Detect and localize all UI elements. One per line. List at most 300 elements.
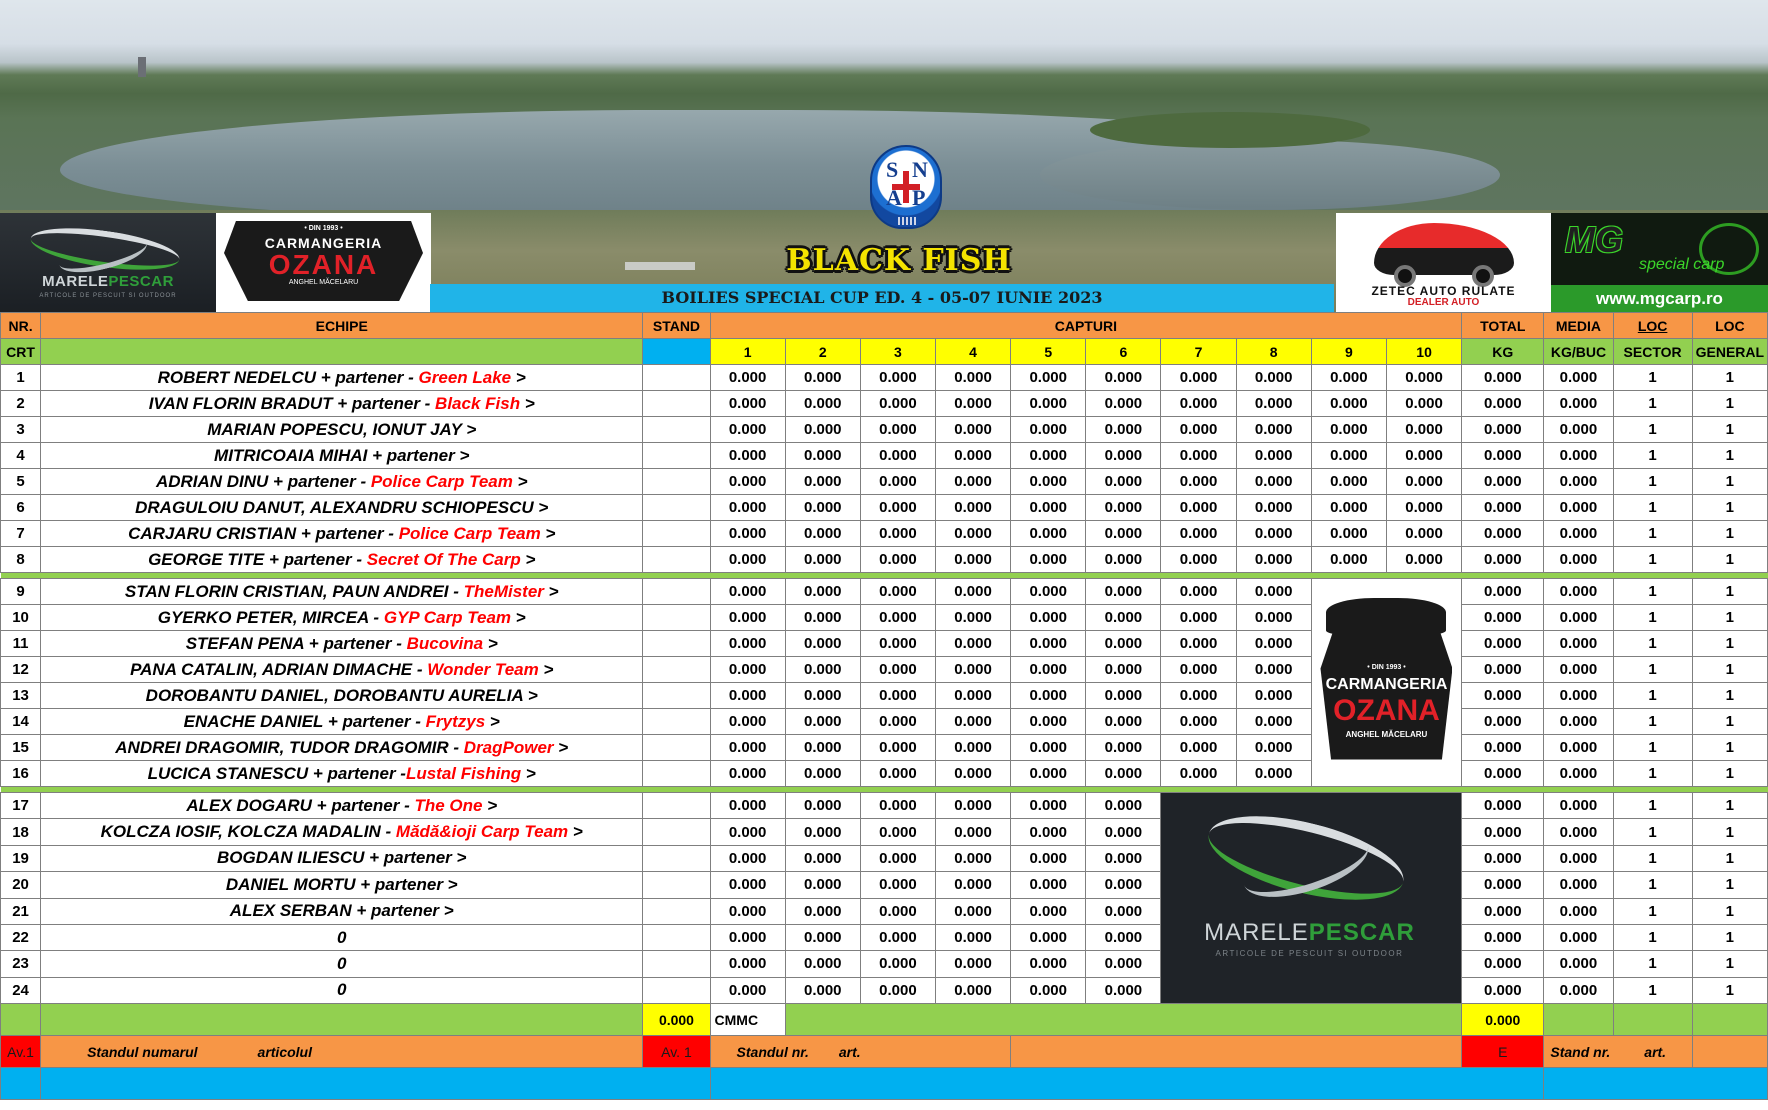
capture-col-9: 9: [1311, 339, 1386, 365]
team-cell: [41, 819, 643, 845]
team-cell: [41, 657, 643, 683]
capture-cell: 0.000: [1161, 417, 1236, 443]
team-cell: [41, 683, 643, 709]
loc-sector-cell: 1: [1613, 819, 1692, 845]
total-kg-cell: 0.000: [1462, 898, 1544, 924]
capture-cell: 0.000: [936, 977, 1011, 1003]
loc-general-cell: 1: [1692, 605, 1767, 631]
capture-cell: 0.000: [710, 898, 785, 924]
table-row: [1, 977, 1768, 1003]
car-icon: [1374, 223, 1514, 275]
team-cell: [41, 417, 643, 443]
page-subtitle: BOILIES SPECIAL CUP ED. 4 - 05-07 IUNIE 2023: [661, 288, 1103, 307]
capture-cell: 0.000: [785, 709, 860, 735]
capture-cell: 0.000: [710, 443, 785, 469]
team-cell: [41, 521, 643, 547]
capture-cell: 0.000: [1161, 761, 1236, 787]
capture-cell: 0.000: [1086, 819, 1161, 845]
team-members: 0: [337, 927, 347, 947]
table-row: [1, 657, 1768, 683]
team-cell: [41, 761, 643, 787]
warning-article-label: articolul: [257, 1043, 312, 1060]
total-kg-cell: 0.000: [1462, 657, 1544, 683]
total-kg-cell: 0.000: [1462, 924, 1544, 950]
mg-sub: special carp: [1639, 256, 1725, 273]
capture-cell: 0.000: [1161, 631, 1236, 657]
capture-cell: 0.000: [1011, 793, 1086, 819]
capture-cell: 0.000: [1011, 845, 1086, 871]
capture-cell: 0.000: [936, 417, 1011, 443]
team-members: GYERKO PETER, MIRCEA -: [157, 607, 384, 627]
capture-cell: 0.000: [936, 547, 1011, 573]
capture-cell: 0.000: [1386, 417, 1461, 443]
loc-general-cell: 1: [1692, 924, 1767, 950]
marele-pescar-logo: [0, 213, 216, 312]
row-nr: 15: [1, 735, 41, 761]
capture-cell: 0.000: [860, 365, 935, 391]
capture-cell: 0.000: [1311, 417, 1386, 443]
team-members: KOLCZA IOSIF, KOLCZA MADALIN -: [100, 822, 396, 842]
loc-sector-cell: 1: [1613, 977, 1692, 1003]
stand-cell: [643, 709, 710, 735]
capture-cell: 0.000: [860, 709, 935, 735]
tower-photo: [138, 57, 146, 77]
media-cell: 0.000: [1544, 951, 1613, 977]
stand-cell: [643, 547, 710, 573]
capture-cell: 0.000: [1086, 579, 1161, 605]
grand-total: 0.000: [1462, 1004, 1544, 1036]
row-nr: 3: [1, 417, 41, 443]
capture-cell: 0.000: [1086, 898, 1161, 924]
team-tail: >: [511, 367, 526, 387]
loc-sector-cell: 1: [1613, 924, 1692, 950]
capture-cell: 0.000: [785, 683, 860, 709]
capture-cell: 0.000: [1236, 579, 1311, 605]
zetec-line2: DEALER AUTO: [1407, 297, 1480, 308]
row-nr: 21: [1, 898, 41, 924]
capture-cell: 0.000: [936, 365, 1011, 391]
total-kg-cell: 0.000: [1462, 709, 1544, 735]
total-kg-cell: 0.000: [1462, 469, 1544, 495]
capture-cell: 0.000: [1386, 521, 1461, 547]
media-cell: 0.000: [1544, 469, 1613, 495]
capture-cell: 0.000: [1236, 417, 1311, 443]
capture-col-1: 1: [710, 339, 785, 365]
loc-sector-cell: 1: [1613, 793, 1692, 819]
capture-cell: 0.000: [1086, 521, 1161, 547]
logo-name-a-big: MARELE: [1204, 919, 1309, 946]
capture-cell: 0.000: [785, 521, 860, 547]
col-general: GENERAL: [1692, 339, 1767, 365]
team-tail: >: [485, 711, 500, 731]
total-kg-cell: 0.000: [1462, 872, 1544, 898]
row-nr: 2: [1, 391, 41, 417]
team-cell: [41, 872, 643, 898]
badge-stripes: [898, 217, 916, 225]
loc-general-cell: 1: [1692, 898, 1767, 924]
loc-general-cell: 1: [1692, 469, 1767, 495]
capture-col-6: 6: [1086, 339, 1161, 365]
loc-sector-cell: 1: [1613, 951, 1692, 977]
table-row: [1, 547, 1768, 573]
table-row: [1, 605, 1768, 631]
header-banner: [0, 0, 1768, 312]
capture-cell: 0.000: [1086, 495, 1161, 521]
media-cell: 0.000: [1544, 761, 1613, 787]
summary-loc2: [1692, 1004, 1767, 1036]
loc-general-cell: 1: [1692, 365, 1767, 391]
ozana-logo: [216, 213, 431, 312]
capture-cell: 0.000: [936, 469, 1011, 495]
loc-sector-cell: 1: [1613, 657, 1692, 683]
total-kg-cell: 0.000: [1462, 391, 1544, 417]
team-cell: [41, 977, 643, 1003]
team-name: Black Fish: [435, 393, 521, 413]
logo-name-b: PESCAR: [108, 273, 174, 290]
team-members: MARIAN POPESCU, IONUT JAY >: [207, 419, 477, 439]
capture-col-8: 8: [1236, 339, 1311, 365]
capture-cell: 0.000: [1386, 547, 1461, 573]
capture-cell: 0.000: [1011, 521, 1086, 547]
capture-cell: 0.000: [710, 793, 785, 819]
capture-cell: 0.000: [785, 951, 860, 977]
team-name: Police Carp Team: [398, 523, 541, 543]
capture-cell: 0.000: [860, 951, 935, 977]
capture-cell: 0.000: [860, 443, 935, 469]
capture-cell: 0.000: [710, 521, 785, 547]
capture-cell: 0.000: [936, 657, 1011, 683]
loc-sector-cell: 1: [1613, 605, 1692, 631]
capture-cell: 0.000: [1086, 365, 1161, 391]
dock-photo: [625, 262, 695, 270]
capture-cell: 0.000: [1011, 495, 1086, 521]
total-kg-cell: 0.000: [1462, 631, 1544, 657]
row-nr: 17: [1, 793, 41, 819]
media-cell: 0.000: [1544, 709, 1613, 735]
cmmc-label: CMMC: [710, 1004, 785, 1036]
capture-cell: 0.000: [1386, 443, 1461, 469]
media-cell: 0.000: [1544, 819, 1613, 845]
loc-general-cell: 1: [1692, 735, 1767, 761]
stand-cell: [643, 735, 710, 761]
capture-cell: 0.000: [1236, 547, 1311, 573]
stand-cell: [643, 872, 710, 898]
team-name: Lustal Fishing: [405, 763, 522, 783]
loc-sector-cell: 1: [1613, 443, 1692, 469]
team-members: ENACHE DANIEL + partener -: [183, 711, 426, 731]
ozana-line3: ANGHEL MĂCELARU: [288, 279, 359, 286]
media-cell: 0.000: [1544, 365, 1613, 391]
table-row: [1, 761, 1768, 787]
col-kgbuc: KG/BUC: [1544, 339, 1613, 365]
capture-cell: 0.000: [860, 521, 935, 547]
table-row: [1, 631, 1768, 657]
team-members: BOGDAN ILIESCU + partener >: [217, 848, 467, 868]
stand-cell: [643, 495, 710, 521]
total-kg-cell: 0.000: [1462, 793, 1544, 819]
loc-sector-cell: 1: [1613, 845, 1692, 871]
marele-pescar-logo-cell: [1161, 793, 1462, 1004]
loc-sector-cell: 1: [1613, 761, 1692, 787]
team-name: GYP Carp Team: [383, 607, 512, 627]
capture-cell: 0.000: [936, 924, 1011, 950]
capture-cell: 0.000: [936, 709, 1011, 735]
team-tail: >: [482, 795, 498, 815]
team-members: LUCICA STANESCU + partener -: [147, 763, 406, 783]
total-kg-cell: 0.000: [1462, 579, 1544, 605]
row-nr: 5: [1, 469, 41, 495]
col-loc-sector: LOC: [1613, 313, 1692, 339]
team-cell: [41, 495, 643, 521]
col-crt: CRT: [1, 339, 41, 365]
row-nr: 4: [1, 443, 41, 469]
capture-cell: 0.000: [710, 951, 785, 977]
capture-cell: 0.000: [785, 898, 860, 924]
lake-photo-right: [1040, 140, 1500, 210]
capture-cell: 0.000: [710, 365, 785, 391]
loc-sector-cell: 1: [1613, 735, 1692, 761]
capture-cell: 0.000: [1086, 657, 1161, 683]
col-stand-blank: [643, 339, 710, 365]
ozana-since-small: • DIN 1993 •: [1367, 663, 1406, 671]
total-kg-cell: 0.000: [1462, 761, 1544, 787]
row-nr: 24: [1, 977, 41, 1003]
team-cell: [41, 391, 643, 417]
capture-cell: 0.000: [710, 547, 785, 573]
capture-cell: 0.000: [1161, 495, 1236, 521]
capture-cell: 0.000: [785, 443, 860, 469]
stand-cell: [643, 469, 710, 495]
team-cell: [41, 469, 643, 495]
capture-cell: 0.000: [710, 845, 785, 871]
row-nr: 18: [1, 819, 41, 845]
total-kg-cell: 0.000: [1462, 417, 1544, 443]
page-title: BLACK FISH: [786, 243, 1012, 278]
team-tail: >: [543, 581, 559, 601]
summary-media: [1544, 1004, 1613, 1036]
capture-cell: 0.000: [1011, 977, 1086, 1003]
warning-text: [41, 1036, 643, 1068]
col-echipe: ECHIPE: [41, 313, 643, 339]
team-tail: >: [538, 659, 554, 679]
capture-cell: 0.000: [860, 657, 935, 683]
col-capturi: CAPTURI: [710, 313, 1462, 339]
capture-col-7: 7: [1161, 339, 1236, 365]
loc-sector-cell: 1: [1613, 521, 1692, 547]
loc-general-cell: 1: [1692, 951, 1767, 977]
ozana-since: • DIN 1993 •: [304, 225, 343, 232]
ozana-logo-small: [1316, 590, 1456, 776]
capture-cell: 0.000: [1161, 605, 1236, 631]
row-nr: 8: [1, 547, 41, 573]
summary-row: [1, 1004, 1768, 1036]
loc-general-cell: 1: [1692, 761, 1767, 787]
badge-letter-p: P: [912, 185, 926, 210]
capture-cell: 0.000: [1011, 872, 1086, 898]
team-members: DANIEL MORTU + partener >: [225, 874, 458, 894]
stand-cell: [643, 365, 710, 391]
table-row: [1, 845, 1768, 871]
loc-general-cell: 1: [1692, 443, 1767, 469]
capture-cell: 0.000: [710, 579, 785, 605]
media-cell: 0.000: [1544, 683, 1613, 709]
media-cell: 0.000: [1544, 417, 1613, 443]
loc-general-cell: 1: [1692, 872, 1767, 898]
team-name: Bucovina: [406, 633, 484, 653]
capture-cell: 0.000: [1011, 631, 1086, 657]
loc-sector-cell: 1: [1613, 898, 1692, 924]
stand-cell: [643, 605, 710, 631]
team-members: 0: [337, 980, 347, 1000]
capture-cell: 0.000: [1311, 495, 1386, 521]
team-members: IVAN FLORIN BRADUT + partener -: [148, 393, 436, 413]
col-echipe-blank: [41, 339, 643, 365]
capture-cell: 0.000: [710, 417, 785, 443]
capture-cell: 0.000: [860, 977, 935, 1003]
ozana-logo-cell: [1311, 579, 1461, 787]
loc-general-cell: 1: [1692, 793, 1767, 819]
loc-sector-cell: 1: [1613, 495, 1692, 521]
capture-cell: 0.000: [1011, 683, 1086, 709]
warning-av1b: Av. 1: [643, 1036, 710, 1068]
mg-mark: MG: [1565, 219, 1623, 260]
capture-cell: 0.000: [1311, 365, 1386, 391]
capture-cell: 0.000: [936, 845, 1011, 871]
capture-cell: 0.000: [936, 605, 1011, 631]
capture-cell: 0.000: [1236, 469, 1311, 495]
team-name: DragPower: [463, 737, 554, 757]
capture-cell: 0.000: [1236, 709, 1311, 735]
team-members: PANA CATALIN, ADRIAN DIMACHE -: [130, 659, 428, 679]
capture-cell: 0.000: [1161, 443, 1236, 469]
team-name: TheMister: [463, 581, 544, 601]
capture-cell: 0.000: [785, 495, 860, 521]
capture-cell: 0.000: [710, 683, 785, 709]
media-cell: 0.000: [1544, 977, 1613, 1003]
team-tail: >: [553, 737, 569, 757]
snap-badge-icon: [870, 145, 942, 229]
team-tail: >: [521, 763, 536, 783]
row-nr: 9: [1, 579, 41, 605]
loc-general-cell: 1: [1692, 391, 1767, 417]
zetec-line1: ZETEC AUTO RULATE: [1371, 284, 1516, 298]
capture-cell: 0.000: [936, 898, 1011, 924]
capture-cell: 0.000: [1161, 657, 1236, 683]
capture-col-4: 4: [936, 339, 1011, 365]
warnings-row: [1, 1036, 1768, 1068]
logo-tagline: ARTICOLE DE PESCUIT SI OUTDOOR: [39, 293, 177, 299]
table-row: [1, 469, 1768, 495]
warning-art-2: art.: [1644, 1043, 1667, 1060]
capture-cell: 0.000: [1086, 924, 1161, 950]
team-members: ANDREI DRAGOMIR, TUDOR DRAGOMIR -: [115, 737, 464, 757]
capture-cell: 0.000: [1161, 709, 1236, 735]
capture-cell: 0.000: [860, 793, 935, 819]
loc-general-cell: 1: [1692, 683, 1767, 709]
team-name: Green Lake: [418, 367, 512, 387]
capture-cell: 0.000: [710, 709, 785, 735]
team-cell: [41, 579, 643, 605]
media-cell: 0.000: [1544, 547, 1613, 573]
table-row: [1, 579, 1768, 605]
header-row-2: [1, 339, 1768, 365]
stand-cell: [643, 391, 710, 417]
row-nr: 19: [1, 845, 41, 871]
capture-cell: 0.000: [785, 605, 860, 631]
stand-cell: [643, 521, 710, 547]
col-stand: STAND: [643, 313, 710, 339]
col-sector: SECTOR: [1613, 339, 1692, 365]
capture-cell: 0.000: [1161, 521, 1236, 547]
capture-cell: 0.000: [785, 469, 860, 495]
team-members: ADRIAN DINU + partener -: [155, 471, 371, 491]
row-nr: 14: [1, 709, 41, 735]
row-nr: 22: [1, 924, 41, 950]
capture-cell: 0.000: [785, 977, 860, 1003]
capture-cell: 0.000: [1086, 845, 1161, 871]
capture-cell: 0.000: [710, 761, 785, 787]
capture-col-10: 10: [1386, 339, 1461, 365]
team-name: Mădă&ioji Carp Team: [395, 822, 569, 842]
total-kg-cell: 0.000: [1462, 819, 1544, 845]
row-nr: 23: [1, 951, 41, 977]
team-members: GEORGE TITE + partener -: [148, 549, 367, 569]
capture-cell: 0.000: [1011, 951, 1086, 977]
team-tail: >: [512, 471, 528, 491]
capture-cell: 0.000: [710, 872, 785, 898]
row-nr: 16: [1, 761, 41, 787]
team-members: ROBERT NEDELCU + partener -: [157, 367, 419, 387]
footer-cell-1: [1, 1068, 41, 1100]
header-row-1: [1, 313, 1768, 339]
total-kg-cell: 0.000: [1462, 605, 1544, 631]
capture-cell: 0.000: [936, 391, 1011, 417]
stand-cell: [643, 443, 710, 469]
capture-cell: 0.000: [1011, 898, 1086, 924]
capture-cell: 0.000: [785, 631, 860, 657]
marele-pescar-name: [0, 273, 216, 290]
loc-sector-cell: 1: [1613, 547, 1692, 573]
team-name: Wonder Team: [427, 659, 539, 679]
team-members: ALEX SERBAN + partener >: [229, 901, 454, 921]
team-tail: >: [511, 607, 526, 627]
summary-fill: [785, 1004, 1462, 1036]
media-cell: 0.000: [1544, 845, 1613, 871]
row-nr: 12: [1, 657, 41, 683]
media-cell: 0.000: [1544, 631, 1613, 657]
capture-cell: 0.000: [785, 657, 860, 683]
capture-cell: 0.000: [1086, 977, 1161, 1003]
capture-col-5: 5: [1011, 339, 1086, 365]
team-cell: [41, 547, 643, 573]
col-nr: NR.: [1, 313, 41, 339]
capture-cell: 0.000: [785, 735, 860, 761]
capture-cell: 0.000: [785, 819, 860, 845]
capture-cell: 0.000: [785, 793, 860, 819]
capture-cell: 0.000: [1161, 735, 1236, 761]
capture-cell: 0.000: [936, 495, 1011, 521]
table-row: [1, 521, 1768, 547]
table-row: [1, 443, 1768, 469]
table-row: [1, 391, 1768, 417]
team-members: DRAGULOIU DANUT, ALEXANDRU SCHIOPESCU >: [135, 497, 549, 517]
footer-cell-3: [710, 1068, 1544, 1100]
footer-row: [1, 1068, 1768, 1100]
media-cell: 0.000: [1544, 495, 1613, 521]
capture-cell: 0.000: [860, 819, 935, 845]
capture-cell: 0.000: [1236, 761, 1311, 787]
capture-cell: 0.000: [1011, 605, 1086, 631]
